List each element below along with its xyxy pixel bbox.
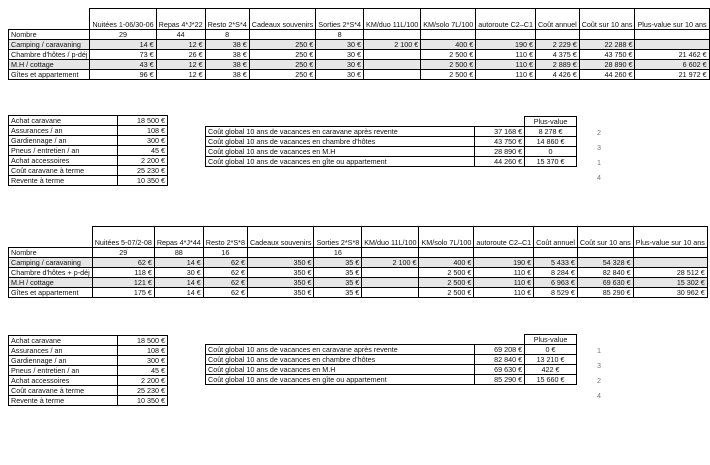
- cost-table-june: [8, 8, 710, 80]
- cell: 175 €: [92, 288, 154, 298]
- table-row: [206, 127, 577, 137]
- table-row: [9, 288, 708, 298]
- table-row: [206, 137, 577, 147]
- row-label: Coût caravane à terme: [9, 166, 118, 176]
- cell: 29: [92, 248, 154, 258]
- rank-label: 2: [597, 376, 601, 385]
- cell: 110 €: [476, 60, 536, 70]
- row-label: Achat accessoires: [9, 376, 118, 386]
- row-label: Gîtes et appartement: [9, 288, 93, 298]
- row-label: Gardiennage / an: [9, 356, 118, 366]
- cell: 30 €: [316, 40, 364, 50]
- row-label: M.H / cottage: [9, 278, 93, 288]
- table-row: [206, 365, 577, 375]
- cell: 44: [156, 30, 205, 40]
- cell: 110 €: [474, 268, 534, 278]
- cell: 21 462 €: [635, 50, 709, 60]
- cell: 62 €: [203, 258, 247, 268]
- cell: [476, 30, 536, 40]
- cell: 2 500 €: [421, 70, 476, 80]
- cell: 45 €: [118, 146, 168, 156]
- cell: 37 168 €: [475, 127, 525, 137]
- header-cell: Resto 2*S*4: [205, 9, 249, 30]
- cell: 62 €: [92, 258, 154, 268]
- cell: 44 260 €: [475, 157, 525, 167]
- header-cell: autoroute C2–C1: [474, 227, 534, 248]
- row-label: Nombre: [9, 30, 90, 40]
- plus-value-header: Plus-value: [525, 335, 577, 345]
- table-row: [206, 147, 577, 157]
- cell: 110 €: [476, 50, 536, 60]
- row-label: Revente à terme: [9, 396, 118, 406]
- cell: 2 500 €: [421, 60, 476, 70]
- table-row: [9, 116, 168, 126]
- row-label: Nombre: [9, 248, 93, 258]
- cell: 25 230 €: [118, 386, 168, 396]
- cell: 350 €: [247, 258, 314, 268]
- table-row: [9, 60, 710, 70]
- cell: 350 €: [247, 278, 314, 288]
- cell: 43 750 €: [579, 50, 635, 60]
- cell: 35 €: [314, 288, 362, 298]
- cell: 118 €: [92, 268, 154, 278]
- header-cell: Coût sur 10 ans: [579, 9, 635, 30]
- table-row: [9, 386, 168, 396]
- plus-value-header-row: [206, 117, 577, 127]
- table-row: [9, 268, 708, 278]
- cell: 2 200 €: [118, 376, 168, 386]
- cell: 250 €: [249, 50, 316, 60]
- table-row: [9, 336, 168, 346]
- cell: [633, 248, 707, 258]
- cell: 38 €: [205, 60, 249, 70]
- row-label: Gîtes et appartement: [9, 70, 90, 80]
- cell: 8: [316, 30, 364, 40]
- plus-value-header-row: [206, 335, 577, 345]
- cell: 73 €: [90, 50, 156, 60]
- header-cell: KM/duo 11L/100: [364, 9, 421, 30]
- cell: 12 €: [156, 60, 205, 70]
- table-row: [9, 146, 168, 156]
- cell: [364, 60, 421, 70]
- caravan-costs-table-june: [8, 115, 168, 186]
- table-row: [206, 375, 577, 385]
- table-header-row: [9, 9, 710, 30]
- summary-label: Coût global 10 ans de vacances en chambre d'hôtes: [206, 137, 475, 147]
- table-row: [206, 355, 577, 365]
- summary-label: Coût global 10 ans de vacances en chambre d'hôtes: [206, 355, 475, 365]
- rank-label: 2: [597, 128, 601, 137]
- cell: 82 840 €: [577, 268, 633, 278]
- header-cell: Coût annuel: [535, 9, 579, 30]
- cell: [364, 50, 421, 60]
- cell: [635, 40, 709, 50]
- table-row: [9, 176, 168, 186]
- cell: 62 €: [203, 268, 247, 278]
- cell: 8 278 €: [525, 127, 577, 137]
- cell: 25 230 €: [118, 166, 168, 176]
- row-label: M.H / cottage: [9, 60, 90, 70]
- cell: 6 602 €: [635, 60, 709, 70]
- cell: 12 €: [156, 70, 205, 80]
- cell: 35 €: [314, 278, 362, 288]
- cell: 0: [525, 147, 577, 157]
- rank-label: 3: [597, 361, 601, 370]
- summary-label: Coût global 10 ans de vacances en M.H: [206, 147, 475, 157]
- header-cell: KM/solo 7L/100: [419, 227, 474, 248]
- cell: [249, 30, 316, 40]
- header-cell: KM/solo 7L/100: [421, 9, 476, 30]
- table-row: [9, 136, 168, 146]
- cell: 110 €: [476, 70, 536, 80]
- cell: 29: [90, 30, 156, 40]
- header-cell: Coût sur 10 ans: [577, 227, 633, 248]
- cell: [362, 278, 419, 288]
- table-row: [9, 366, 168, 376]
- caravan-costs-table-july: [8, 335, 168, 406]
- table-row: [9, 248, 708, 258]
- cell: [635, 30, 709, 40]
- cell: 14 €: [154, 258, 203, 268]
- cell: 350 €: [247, 288, 314, 298]
- cell: 190 €: [474, 258, 534, 268]
- cell: 30 €: [154, 268, 203, 278]
- table-row: [9, 346, 168, 356]
- cell: 14 €: [154, 278, 203, 288]
- header-cell: Repas 4*J*22: [156, 9, 205, 30]
- header-cell: Sorties 2*S*4: [316, 9, 364, 30]
- cell: 12 €: [156, 40, 205, 50]
- cell: 44 260 €: [579, 70, 635, 80]
- cell: 62 €: [203, 278, 247, 288]
- cell: 300 €: [118, 356, 168, 366]
- header-cell: Coût annuel: [534, 227, 578, 248]
- cell: 422 €: [525, 365, 577, 375]
- cell: 400 €: [419, 258, 474, 268]
- cell: 110 €: [474, 288, 534, 298]
- cell: [579, 30, 635, 40]
- row-label: Assurances / an: [9, 126, 118, 136]
- cell: 38 €: [205, 40, 249, 50]
- table-row: [9, 396, 168, 406]
- cell: 30 €: [316, 50, 364, 60]
- cell: [362, 248, 419, 258]
- cell: 250 €: [249, 40, 316, 50]
- header-cell: [9, 9, 90, 30]
- cell: 14 €: [90, 40, 156, 50]
- table-row: [9, 50, 710, 60]
- header-cell: Plus-value sur 10 ans: [633, 227, 707, 248]
- cell: 38 €: [205, 70, 249, 80]
- cell: [247, 248, 314, 258]
- cell: 16: [314, 248, 362, 258]
- header-cell: KM/duo 11L/100: [362, 227, 419, 248]
- cell: 108 €: [118, 126, 168, 136]
- cell: 16: [203, 248, 247, 258]
- cell: 69 630 €: [475, 365, 525, 375]
- cell: 110 €: [474, 278, 534, 288]
- cell: [362, 288, 419, 298]
- cell: [577, 248, 633, 258]
- cell: 21 972 €: [635, 70, 709, 80]
- cell: 10 350 €: [118, 176, 168, 186]
- cell: 28 512 €: [633, 268, 707, 278]
- cell: 13 210 €: [525, 355, 577, 365]
- table-row: [9, 70, 710, 80]
- table-row: [9, 40, 710, 50]
- cell: 121 €: [92, 278, 154, 288]
- cell: 15 302 €: [633, 278, 707, 288]
- cost-table-july: [8, 226, 708, 298]
- row-label: Revente à terme: [9, 176, 118, 186]
- cell: [364, 70, 421, 80]
- cell: 22 288 €: [579, 40, 635, 50]
- cell: 2 229 €: [535, 40, 579, 50]
- cell: 2 100 €: [362, 258, 419, 268]
- cell: 2 500 €: [419, 288, 474, 298]
- cell: [364, 30, 421, 40]
- cell: 88: [154, 248, 203, 258]
- cell: 350 €: [247, 268, 314, 278]
- rank-label: 4: [597, 391, 601, 400]
- cell: 30 €: [316, 70, 364, 80]
- cell: 15 370 €: [525, 157, 577, 167]
- cell: [362, 268, 419, 278]
- cell: 4 426 €: [535, 70, 579, 80]
- table-row: [206, 157, 577, 167]
- header-cell: Sorties 2*S*8: [314, 227, 362, 248]
- cell: [421, 30, 476, 40]
- cell: 8 529 €: [534, 288, 578, 298]
- header-cell: Nuitées 1-06/30-06: [90, 9, 156, 30]
- table-row: [9, 30, 710, 40]
- table-row: [206, 345, 577, 355]
- row-label: Pneus / entretien / an: [9, 366, 118, 376]
- cell: 54 328 €: [577, 258, 633, 268]
- cell: [633, 258, 707, 268]
- cell: 96 €: [90, 70, 156, 80]
- row-label: Camping / caravaning: [9, 40, 90, 50]
- cell: 35 €: [314, 268, 362, 278]
- cell: 2 500 €: [419, 278, 474, 288]
- table-header-row: [9, 227, 708, 248]
- cell: 2 500 €: [421, 50, 476, 60]
- summary-label: Coût global 10 ans de vacances en gîte ou appartement: [206, 157, 475, 167]
- cell: 43 750 €: [475, 137, 525, 147]
- cell: [535, 30, 579, 40]
- cell: 45 €: [118, 366, 168, 376]
- rank-label: 4: [597, 173, 601, 182]
- rank-label: 3: [597, 143, 601, 152]
- cell: 85 290 €: [577, 288, 633, 298]
- cell: 0 €: [525, 345, 577, 355]
- cell: 2 889 €: [535, 60, 579, 70]
- header-cell: Plus-value sur 10 ans: [635, 9, 709, 30]
- header-cell: [9, 227, 93, 248]
- cell: 8: [205, 30, 249, 40]
- cell: 35 €: [314, 258, 362, 268]
- cell: 250 €: [249, 60, 316, 70]
- header-cell: autoroute C2–C1: [476, 9, 536, 30]
- cell: 2 100 €: [364, 40, 421, 50]
- cell: 14 €: [154, 288, 203, 298]
- cell: 15 660 €: [525, 375, 577, 385]
- cell: 18 500 €: [118, 336, 168, 346]
- cell: 69 208 €: [475, 345, 525, 355]
- cell: 250 €: [249, 70, 316, 80]
- header-cell: Cadeaux souvenirs: [247, 227, 314, 248]
- cell: 8 284 €: [534, 268, 578, 278]
- rank-label: 1: [597, 346, 601, 355]
- cell: 108 €: [118, 346, 168, 356]
- header-cell: Cadeaux souvenirs: [249, 9, 316, 30]
- cell: 30 962 €: [633, 288, 707, 298]
- summary-label: Coût global 10 ans de vacances en gîte ou appartement: [206, 375, 475, 385]
- row-label: Gardiennage / an: [9, 136, 118, 146]
- cell: 400 €: [421, 40, 476, 50]
- row-label: Pneus / entretien / an: [9, 146, 118, 156]
- row-label: Assurances / an: [9, 346, 118, 356]
- cell: 82 840 €: [475, 355, 525, 365]
- row-label: Achat accessoires: [9, 156, 118, 166]
- cell: 28 890 €: [475, 147, 525, 157]
- cell: 10 350 €: [118, 396, 168, 406]
- table-row: [9, 376, 168, 386]
- cell: 2 200 €: [118, 156, 168, 166]
- cell: 62 €: [203, 288, 247, 298]
- row-label: Achat caravane: [9, 336, 118, 346]
- cell: 69 630 €: [577, 278, 633, 288]
- cell: [474, 248, 534, 258]
- row-label: Chambre d'hôtes + p-déj: [9, 268, 93, 278]
- cell: 30 €: [316, 60, 364, 70]
- cell: [419, 248, 474, 258]
- summary-label: Coût global 10 ans de vacances en M.H: [206, 365, 475, 375]
- header-cell: Nuitées 5-07/2-08: [92, 227, 154, 248]
- table-row: [9, 166, 168, 176]
- summary-label: Coût global 10 ans de vacances en caravane après revente: [206, 127, 475, 137]
- cell: 38 €: [205, 50, 249, 60]
- row-label: Coût caravane à terme: [9, 386, 118, 396]
- summary-table-june: [205, 116, 577, 167]
- cell: 5 433 €: [534, 258, 578, 268]
- row-label: Camping / caravaning: [9, 258, 93, 268]
- cell: 14 860 €: [525, 137, 577, 147]
- cell: 300 €: [118, 136, 168, 146]
- cell: 2 500 €: [419, 268, 474, 278]
- rank-label: 1: [597, 158, 601, 167]
- table-row: [9, 258, 708, 268]
- table-row: [9, 126, 168, 136]
- cell: 190 €: [476, 40, 536, 50]
- plus-value-header: Plus-value: [525, 117, 577, 127]
- cell: 43 €: [90, 60, 156, 70]
- header-cell: Repas 4*J*44: [154, 227, 203, 248]
- cell: 85 290 €: [475, 375, 525, 385]
- table-row: [9, 278, 708, 288]
- table-row: [9, 356, 168, 366]
- summary-table-july: [205, 334, 577, 385]
- cell: 28 890 €: [579, 60, 635, 70]
- cell: 4 375 €: [535, 50, 579, 60]
- header-cell: Resto 2*S*8: [203, 227, 247, 248]
- cell: 6 963 €: [534, 278, 578, 288]
- cell: 18 500 €: [118, 116, 168, 126]
- cell: 26 €: [156, 50, 205, 60]
- table-row: [9, 156, 168, 166]
- summary-label: Coût global 10 ans de vacances en caravane après revente: [206, 345, 475, 355]
- row-label: Chambre d'hôtes / p-déj: [9, 50, 90, 60]
- cell: [534, 248, 578, 258]
- row-label: Achat caravane: [9, 116, 118, 126]
